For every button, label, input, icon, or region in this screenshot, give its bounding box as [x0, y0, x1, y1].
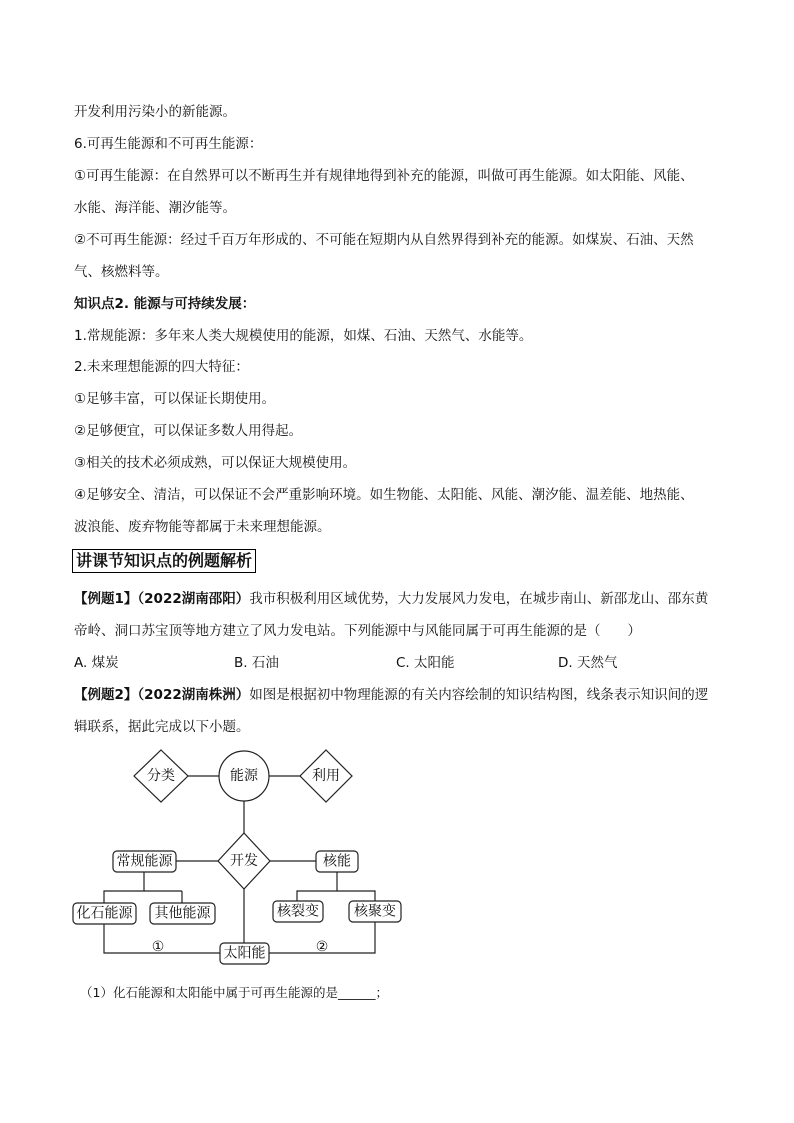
option-c: C. 太阳能 — [396, 655, 455, 671]
label-energy: 能源 — [230, 768, 258, 784]
link-nuclear-fusion — [337, 891, 375, 901]
line-11: ③相关的技术必须成熟，可以保证大规模使用。 — [74, 455, 357, 471]
label-other: 其他能源 — [154, 905, 211, 922]
label-mark-1: ① — [151, 939, 165, 955]
line-4: ②不可再生能源：经过千百万年形成的、不可能在短期内从自然界得到补充的能源。如煤炭、石油、天然 — [74, 232, 694, 248]
section-title: 讲课节知识点的例题解析 — [72, 549, 256, 573]
line-0: 开发利用污染小的新能源。 — [74, 104, 236, 120]
example1-line2: 帝岭、洞口苏宝顶等地方建立了风力发电站。下列能源中与风能同属于可再生能源的是（ ） — [74, 623, 641, 639]
label-fossil: 化石能源 — [76, 905, 133, 922]
line-1: 6.可再生能源和不可再生能源： — [74, 136, 263, 152]
line-5: 气、核燃料等。 — [74, 264, 169, 280]
knowledge-point-2-heading: 知识点2. 能源与可持续发展： — [74, 296, 256, 312]
option-d: D. 天然气 — [558, 655, 618, 671]
label-classify: 分类 — [147, 768, 175, 784]
label-fission: 核裂变 — [277, 903, 319, 920]
example1-source: （2022湖南邵阳） — [137, 591, 250, 607]
line-10: ②足够便宜，可以保证多数人用得起。 — [74, 423, 303, 439]
label-solar: 太阳能 — [223, 945, 266, 962]
label-nuclear: 核能 — [323, 853, 351, 870]
label-fusion: 核聚变 — [354, 903, 396, 920]
option-b: B. 石油 — [234, 655, 279, 671]
example2-tag: 【例题2】 — [74, 687, 138, 703]
example2-text: 如图是根据初中物理能源的有关内容绘制的知识结构图，线条表示知识间的逻 — [249, 687, 709, 703]
link-conventional-branches — [104, 872, 144, 903]
example1-tag: 【例题1】 — [74, 591, 138, 607]
label-mark-2: ② — [315, 939, 329, 955]
label-use: 利用 — [312, 768, 340, 784]
line-12: ④足够安全、清洁，可以保证不会严重影响环境。如生物能、太阳能、风能、潮汐能、温差能、地热能、 — [74, 487, 694, 503]
label-conventional: 常规能源 — [116, 853, 173, 870]
line-13: 波浪能、废弃物能等都属于未来理想能源。 — [74, 519, 331, 535]
line-9: ①足够丰富，可以保证长期使用。 — [74, 391, 276, 407]
option-a: A. 煤炭 — [74, 655, 119, 671]
line-2: ①可再生能源：在自然界可以不断再生并有规律地得到补充的能源，叫做可再生能源。如太阳能、风能、 — [74, 168, 694, 184]
line-8: 2.未来理想能源的四大特征： — [74, 359, 249, 375]
link-nuclear-branches — [297, 872, 337, 901]
label-develop: 开发 — [230, 853, 258, 869]
example2-source: （2022湖南株洲） — [137, 687, 250, 703]
example2-line2: 辑联系，据此完成以下小题。 — [74, 719, 250, 735]
question-1: （1）化石能源和太阳能中属于可再生能源的是______； — [80, 985, 388, 1000]
line-3: 水能、海洋能、潮汐能等。 — [74, 200, 236, 216]
example1-text: 我市积极利用区域优势，大力发展风力发电，在城步南山、新邵龙山、邵东黄 — [249, 591, 709, 607]
line-7: 1.常规能源：多年来人类大规模使用的能源，如煤、石油、天然气、水能等。 — [74, 328, 533, 344]
